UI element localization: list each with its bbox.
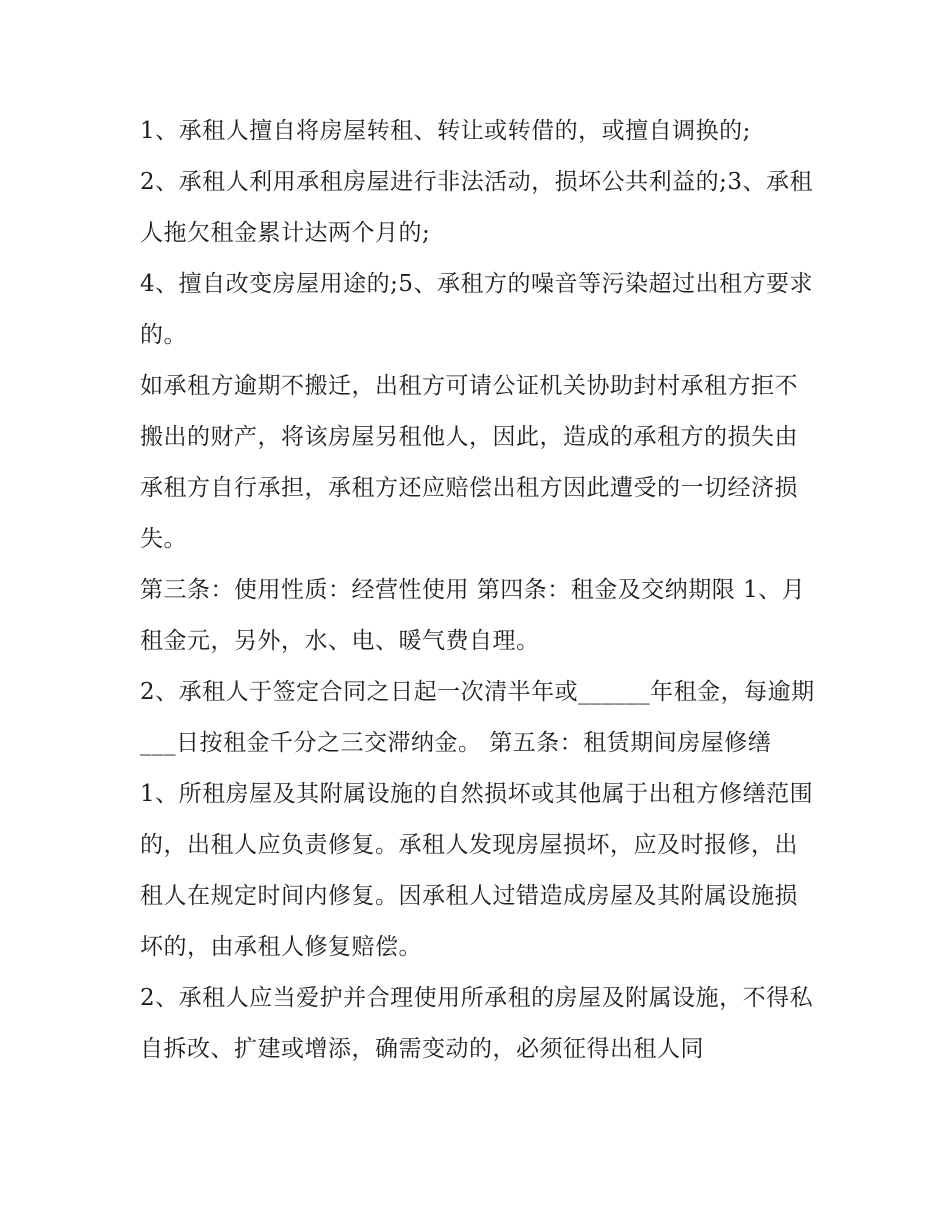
paragraph-8: 2、承租人应当爱护并合理使用所承租的房屋及附属设施，不得私自拆改、扩建或增添，确需变动的，必须征得出租人同 — [140, 985, 814, 1062]
paragraph-5: 第三条：使用性质：经营性使用 第四条：租金及交纳期限 1、月租金元，另外，水、电、暖气费自理。 — [140, 577, 806, 654]
paragraph-2: 2、承租人利用承租房屋进行非法活动，损坏公共利益的;3、承租人拖欠租金累计达两个月的; — [140, 169, 814, 246]
paragraph-6: 2、承租人于签定合同之日起一次清半年或______年租金，每逾期___日按租金千分之三交滞纳金。 第五条：租赁期间房屋修缮 — [140, 679, 815, 756]
paragraph-7: 1、所租房屋及其附属设施的自然损坏或其他属于出租方修缮范围的，出租人应负责修复。承租人发现房屋损坏，应及时报修，出租人在规定时间内修复。因承租人过错造成房屋及其附属设施损坏的，由承租人修复赔偿。 — [140, 781, 814, 960]
document-body — [140, 106, 820, 1075]
paragraph-4: 如承租方逾期不搬迁，出租方可请公证机关协助封村承租方拒不搬出的财产，将该房屋另租他人，因此，造成的承租方的损失由承租方自行承担，承租方还应赔偿出租方因此遭受的一切经济损失。 — [140, 373, 798, 552]
paragraph-1: 1、承租人擅自将房屋转租、转让或转借的，或擅自调换的; — [140, 118, 751, 144]
paragraph-3: 4、擅自改变房屋用途的;5、承租方的噪音等污染超过出租方要求的。 — [140, 271, 814, 348]
